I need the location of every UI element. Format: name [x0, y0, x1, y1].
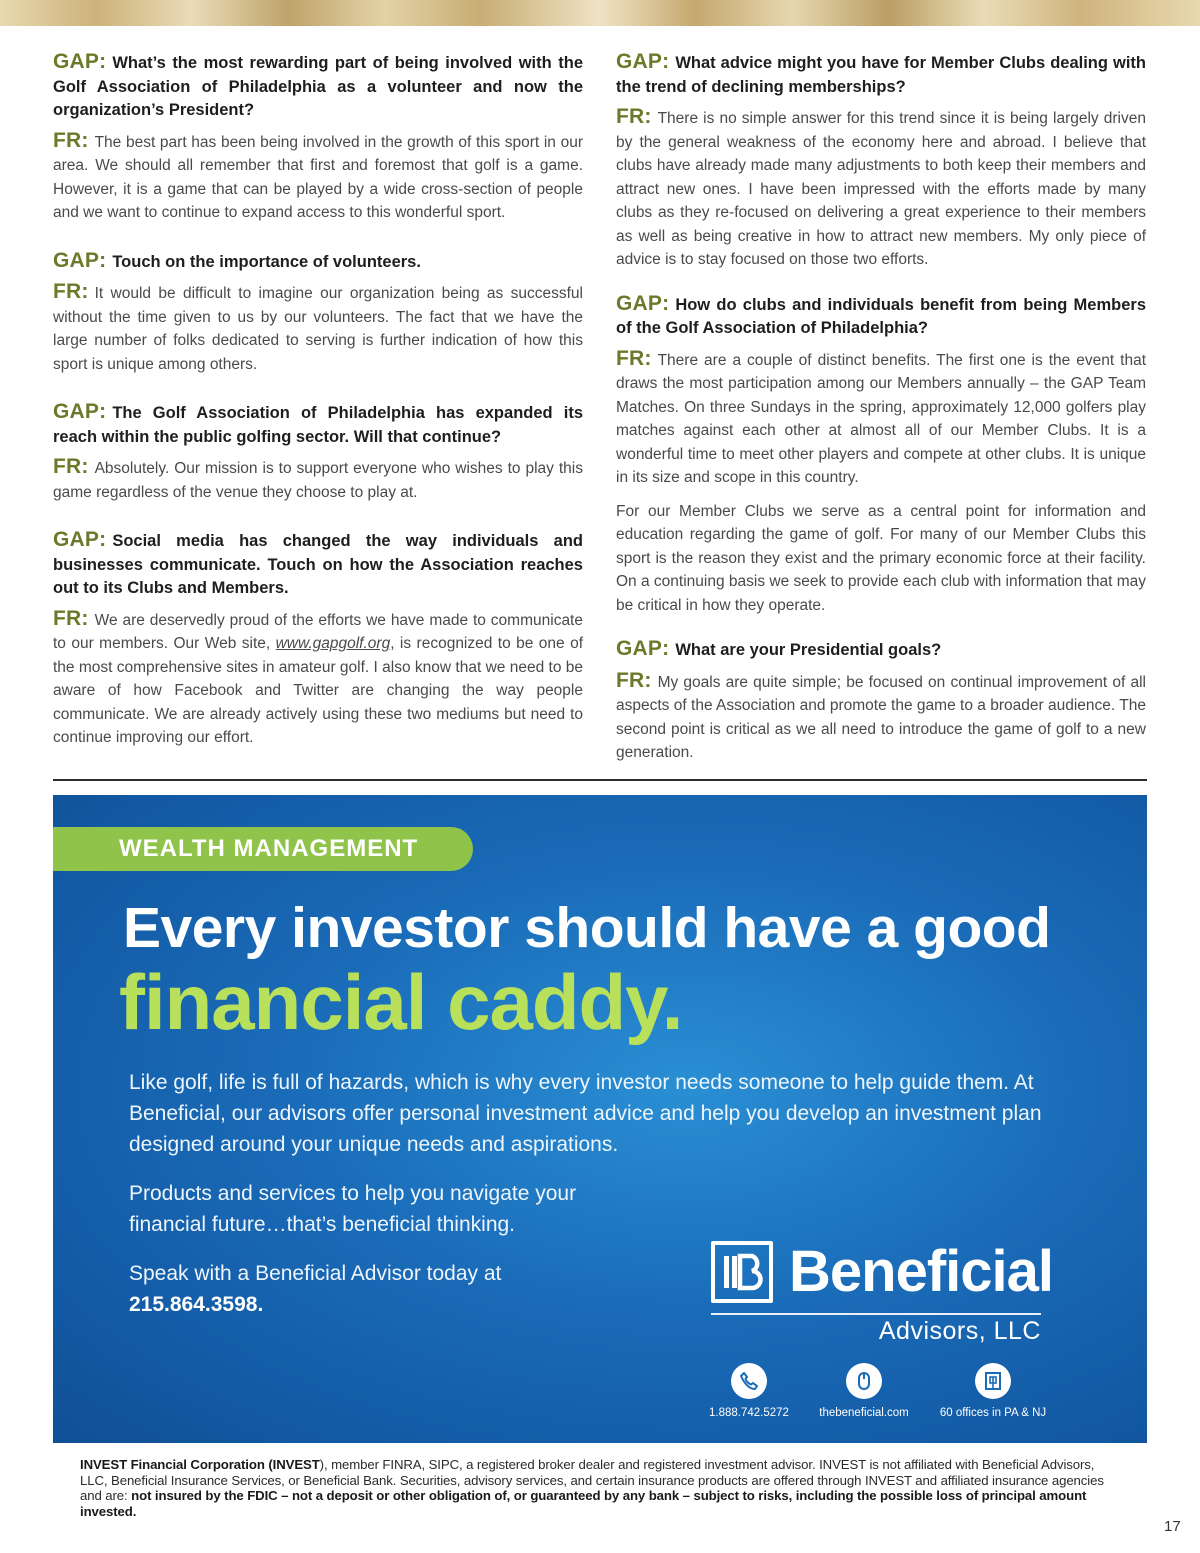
answer: FR: My goals are quite simple; be focused on continual improvement of all aspects of the Association and promote the game to a broader audience. The second point is critical as we all need to introduce the game of golf to a new generation.: [616, 668, 1146, 761]
ad-tagline: Products and services to help you navigate your financial future…that’s beneficial thinking.: [129, 1182, 577, 1236]
question: GAP: Touch on the importance of volunteers.: [53, 248, 421, 272]
question: GAP: Social media has changed the way individuals and businesses communicate. Touch on how the Association reaches out to its Clubs and Members.: [53, 528, 583, 597]
gap-tag: GAP:: [53, 528, 107, 551]
beneficial-logo: [711, 1235, 1053, 1345]
fr-tag: FR:: [53, 128, 89, 152]
answer: FR: It would be difficult to imagine our organization being as successful without the time given to us by our volunteers. The fact that we have the large number of folks dedicated to serving is further indication of how this sport is unique among others.: [53, 280, 583, 373]
qa-block: [53, 249, 583, 377]
gap-tag: GAP:: [616, 637, 670, 660]
gap-tag: GAP:: [616, 50, 670, 73]
question: GAP: The Golf Association of Philadelphia has expanded its reach within the public golfing sector. Will that continue?: [53, 400, 583, 446]
section-divider: [53, 779, 1147, 781]
gap-tag: GAP:: [53, 400, 107, 423]
page-number: 17: [1164, 1518, 1181, 1535]
qa-block: [616, 637, 1146, 765]
gap-tag: GAP:: [53, 248, 107, 272]
question: GAP: What’s the most rewarding part of being involved with the Golf Association of Philadelphia as a volunteer and now the organization’s President?: [53, 50, 583, 119]
wealth-management-banner: [53, 827, 473, 871]
ad-body-text: Like golf, life is full of hazards, which is why every investor needs someone to help guide them. At Beneficial, our advisors offer personal investment advice and help you develop an investment plan designed around your unique needs and aspirations.: [129, 1071, 1042, 1156]
fr-tag: FR:: [616, 105, 652, 128]
answer: FR: There are a couple of distinct benefits. The first one is the event that draws the most participation among our Members annually – the GAP Team Matches. On three Sundays in the spring, approximately 12,000 golfers play matches against each other at almost all of our Member Clubs. It is a wonderful time to meet other players and compete at other clubs. It is unique in its size and scope in this country.: [616, 346, 1146, 486]
fr-tag: FR:: [53, 606, 89, 630]
ad-disclaimer: INVEST Financial Corporation (INVEST), member FINRA, SIPC, a registered broker dealer and registered investment advisor. INVEST is not affiliated with Beneficial Advisors, LLC, Beneficial Insurance Services, or Beneficial Bank. Securities, advisory services, and certain insurance products are offered through INVEST and affiliated insurance agencies and are: not insured by the FDIC – not a deposit or other obligation of, or guaranteed by any bank – subject to risks, including the possible loss of principal amount invested.: [80, 1457, 1104, 1519]
question: GAP: How do clubs and individuals benefit from being Members of the Golf Association of Philadelphia?: [616, 291, 1146, 337]
gap-tag: GAP:: [616, 291, 670, 315]
answer: FR: Absolutely. Our mission is to support everyone who wishes to play this game regardless of the venue they choose to play at.: [53, 455, 583, 501]
fr-tag: FR:: [616, 346, 652, 370]
beneficial-advertisement[interactable]: [53, 795, 1147, 1443]
brand-subtitle: Advisors, LLC: [878, 1317, 1041, 1345]
gap-tag: GAP:: [53, 50, 107, 73]
fr-tag: FR:: [616, 668, 652, 692]
interview-right-column: [616, 50, 1146, 765]
qa-block: [616, 292, 1146, 618]
top-decorative-band: [0, 0, 1200, 26]
qa-block: [53, 50, 583, 225]
ad-headline: Every investor should have a good: [123, 896, 1051, 960]
ad-phone-number[interactable]: 215.864.3598.: [129, 1293, 264, 1316]
gapgolf-link[interactable]: www.gapgolf.org: [275, 635, 391, 652]
contact-strip: [699, 1363, 1059, 1423]
banner-label: WEALTH MANAGEMENT: [119, 835, 419, 862]
answer: FR: There is no simple answer for this trend since it is being largely driven by the general weakness of the economy here and abroad. I believe that clubs have already made many adjustments to both keep their members and attract new ones. I have been impressed with the efforts made by many clubs as they re-focused on delivering a great experience to their members as well as being creative in how to attract new members. My only piece of advice is to stay focused on those two efforts.: [616, 105, 1146, 268]
phone-icon: [731, 1363, 767, 1399]
ad-cta: Speak with a Beneficial Advisor today at 215.864.3598.: [129, 1262, 502, 1316]
ad-headline-accent: financial caddy.: [119, 958, 683, 1046]
answer: FR: The best part has been being involved in the growth of this sport in our area. We should all remember that first and foremost that golf is a game. However, it is a game that can be played by a wide cross-section of people and we want to continue to expand access to this wonderful sport.: [53, 128, 583, 221]
contact-website[interactable]: thebeneficial.com: [804, 1363, 924, 1419]
fr-tag: FR:: [53, 280, 89, 303]
contact-offices[interactable]: 60 offices in PA & NJ: [927, 1363, 1059, 1419]
contact-phone[interactable]: 1.888.742.5272: [699, 1363, 799, 1419]
fr-tag: FR:: [53, 455, 89, 478]
interview-left-column: [53, 50, 583, 750]
building-icon: [975, 1363, 1011, 1399]
qa-block: [616, 50, 1146, 272]
answer: FR: We are deservedly proud of the efforts we have made to communicate to our members. Our Web site, www.gapgolf.org, is recognized to be one of the most comprehensive sites in amateur golf. I also know that we need to be aware of how Facebook and Twitter are changing the way people communicate. We are already actively using these two mediums but need to continue improving our effort.: [53, 606, 583, 746]
logo-underline: [711, 1313, 1041, 1315]
question: GAP: What are your Presidential goals?: [616, 637, 942, 660]
answer-continued: For our Member Clubs we serve as a central point for information and education regarding the game of golf. For many of our Member Clubs this sport is the reason they exist and the primary economic force at their facility. On a continuing basis we seek to provide each club with information that may be critical in how they operate.: [616, 502, 1146, 614]
mouse-icon: [846, 1363, 882, 1399]
beneficial-logo-mark-icon: [711, 1241, 773, 1303]
brand-name: Beneficial: [789, 1239, 1053, 1304]
question: GAP: What advice might you have for Member Clubs dealing with the trend of declining memberships?: [616, 50, 1146, 96]
qa-block: [53, 400, 583, 504]
qa-block: [53, 528, 583, 750]
